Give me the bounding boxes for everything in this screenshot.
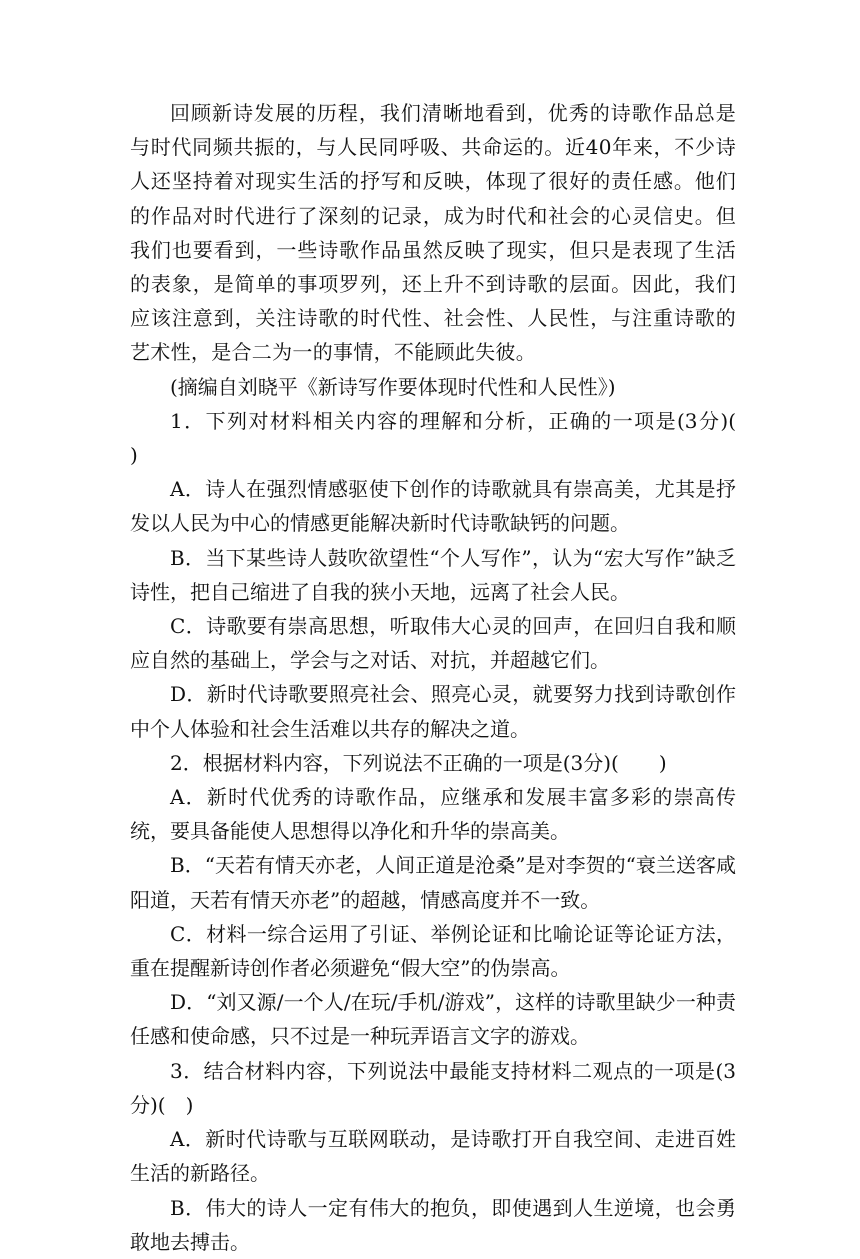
question-2-option-c: C．材料一综合运用了引证、举例论证和比喻论证等论证方法，重在提醒新诗创作者必须避免“假大空”的伪崇高。 bbox=[130, 921, 736, 981]
question-2-stem: 2．根据材料内容，下列说法不正确的一项是(3分)( ) bbox=[170, 750, 667, 775]
question-2-option-d: D．“刘又源/一个人/在玩/手机/游戏”，这样的诗歌里缺少一种责任感和使命感，只不过是一种玩弄语言文字的游戏。 bbox=[130, 990, 736, 1049]
question-1-option-b: B．当下某些诗人鼓吹欲望性“个人写作”，认为“宏大写作”缺乏诗性，把自己缩进了自我的狭小天地，远离了社会人民。 bbox=[130, 545, 736, 604]
question-3-stem: 3．结合材料内容，下列说法中最能支持材料二观点的一项是(3分)( ) bbox=[130, 1058, 736, 1117]
passage-paragraph: 回顾新诗发展的历程，我们清晰地看到，优秀的诗歌作品总是与时代同频共振的，与人民同呼吸、共命运的。近40年来，不少诗人还坚持着对现实生活的抒写和反映，体现了很好的责任感。他们的作品对时代进行了深刻的记录，成为时代和社会的心灵信史。但我们也要看到，一些诗歌作品虽然反映了现实，但只是表现了生活的表象，是简单的事项罗列，还上升不到诗歌的层面。因此，我们应该注意到，关注诗歌的时代性、社会性、人民性，与注重诗歌的艺术性，是合二为一的事情，不能顾此失彼。 bbox=[130, 101, 736, 365]
question-1 bbox=[130, 404, 776, 746]
question-1-option-a: A．诗人在强烈情感驱使下创作的诗歌就具有崇高美，尤其是抒发以人民为中心的情感更能解决新时代诗歌缺钙的问题。 bbox=[130, 477, 736, 536]
question-2-option-a: A．新时代优秀的诗歌作品，应继承和发展丰富多彩的崇高传统，要具备能使人思想得以净化和升华的崇高美。 bbox=[130, 785, 736, 844]
question-2-option-b: B．“天若有情天亦老，人间正道是沧桑”是对李贺的“衰兰送客咸阳道，天若有情天亦老”的超越，情感高度并不一致。 bbox=[130, 853, 736, 912]
question-1-stem: 1．下列对材料相关内容的理解和分析，正确的一项是(3分)( ) bbox=[130, 408, 776, 468]
question-1-option-d: D．新时代诗歌要照亮社会、照亮心灵，就要努力找到诗歌创作中个人体验和社会生活难以共存的解决之道。 bbox=[130, 682, 736, 741]
question-2 bbox=[130, 746, 736, 1054]
passage-source: (摘编自刘晓平《新诗写作要体现时代性和人民性》) bbox=[170, 374, 616, 399]
question-1-option-c: C．诗歌要有崇高思想，听取伟大心灵的回声，在回归自我和顺应自然的基础上，学会与之对话、对抗，并超越它们。 bbox=[130, 614, 736, 673]
question-3 bbox=[130, 1054, 736, 1259]
question-3-option-a: A．新时代诗歌与互联网联动，是诗歌打开自我空间、走进百姓生活的新路径。 bbox=[130, 1127, 736, 1186]
question-3-option-b: B．伟大的诗人一定有伟大的抱负，即使遇到人生逆境，也会勇敢地去搏击。 bbox=[130, 1195, 736, 1254]
document-body bbox=[130, 96, 776, 1259]
